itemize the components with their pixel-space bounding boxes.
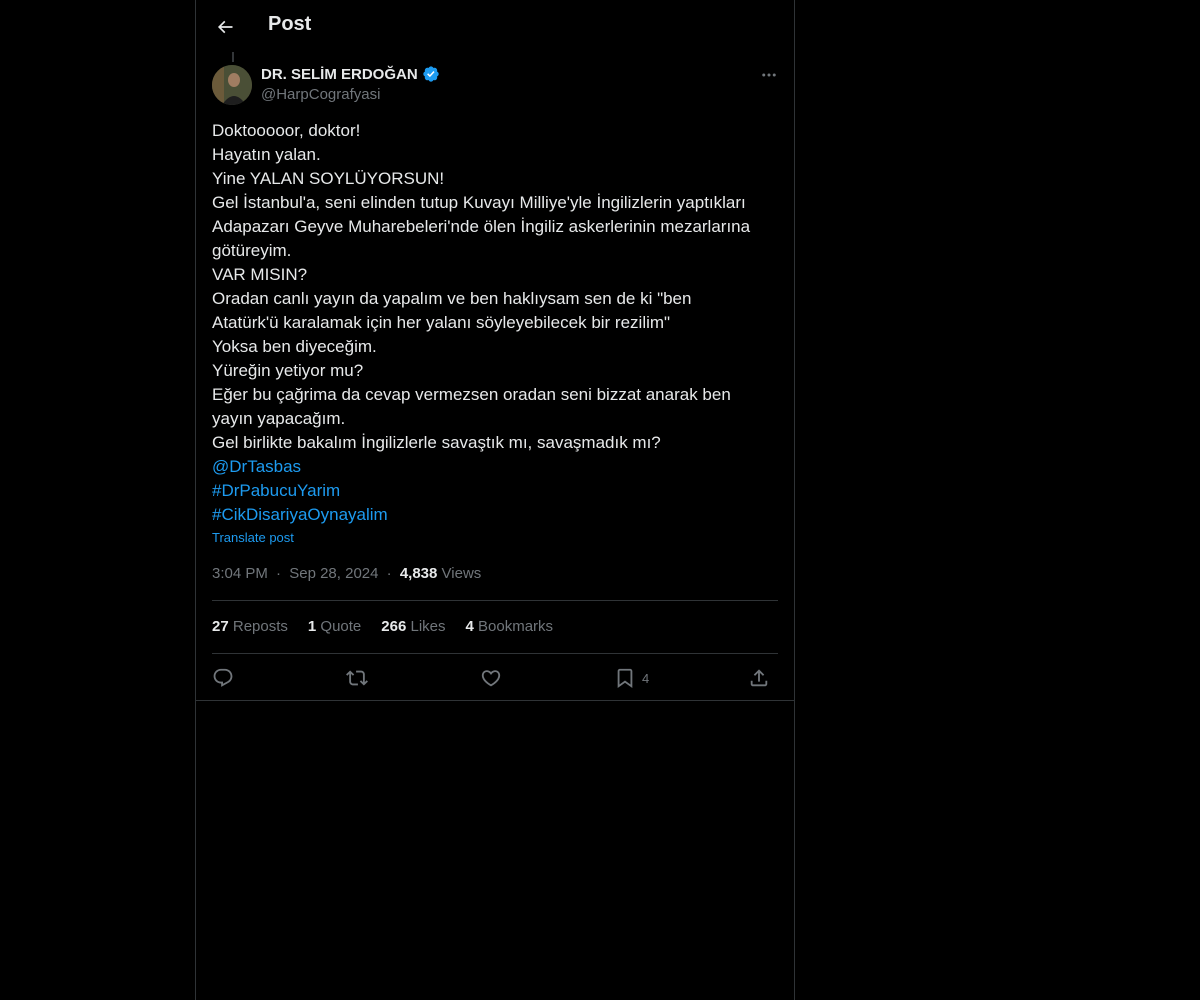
quotes-label: Quote: [320, 618, 362, 635]
reposts-label: Reposts: [232, 618, 288, 635]
divider: [212, 653, 778, 654]
bookmarks-count: 4: [465, 618, 474, 635]
more-options-button[interactable]: [756, 64, 782, 86]
author-name[interactable]: [261, 65, 440, 83]
bookmark-icon: [614, 667, 636, 689]
more-horizontal-icon: [760, 66, 778, 84]
share-button[interactable]: [748, 664, 770, 692]
bookmark-count: 4: [642, 670, 650, 686]
action-bar: [212, 664, 778, 692]
quotes-count: 1: [307, 618, 317, 635]
like-button[interactable]: [480, 664, 502, 692]
post-line: Eğer bu çağrima da cevap vermezsen oradan seni bizzat anarak ben: [212, 385, 731, 404]
meta-separator: ·: [386, 565, 392, 582]
post-line: Adapazarı Geyve Muharebeleri'nde ölen İngiliz askerlerinin mezarlarına: [212, 217, 751, 236]
repost-button[interactable]: [346, 664, 368, 692]
post-line: Hayatın yalan.: [212, 145, 321, 164]
views-count: 4,838: [399, 565, 438, 582]
hashtag-link[interactable]: #DrPabucuYarim: [212, 481, 341, 500]
verified-badge-icon: [422, 65, 440, 83]
likes-stat[interactable]: [381, 618, 445, 635]
page-title: Post: [268, 13, 312, 35]
likes-label: Likes: [410, 618, 446, 635]
hashtag-link[interactable]: #CikDisariyaOynayalim: [212, 505, 388, 524]
repost-icon: [346, 667, 368, 689]
post-line: Yine YALAN SOYLÜYORSUN!: [212, 169, 445, 188]
post-stats: [212, 618, 553, 635]
reposts-stat[interactable]: [212, 618, 288, 635]
post-time[interactable]: 3:04 PM: [212, 565, 268, 582]
post-line: Oradan canlı yayın da yapalım ve ben haklıysam sen de ki "ben: [212, 289, 692, 308]
post-line: Yoksa ben diyeceğim.: [212, 337, 377, 356]
author-handle[interactable]: @HarpCografyasi: [261, 86, 381, 103]
post-line: götüreyim.: [212, 241, 292, 260]
post-line: Doktooooor, doktor!: [212, 121, 361, 140]
back-button[interactable]: [208, 10, 242, 44]
post-text: [212, 119, 782, 527]
quotes-stat[interactable]: [308, 618, 361, 635]
post-line: Atatürk'ü karalamak için her yalanı söyleyebilecek bir rezilim": [212, 313, 671, 332]
thread-connector: [232, 52, 234, 62]
post-line: Yüreğin yetiyor mu?: [212, 361, 364, 380]
share-icon: [748, 667, 770, 689]
reply-button[interactable]: [212, 664, 234, 692]
post-line: Gel birlikte bakalım İngilizlerle savaştık mı, savaşmadık mı?: [212, 433, 661, 452]
divider: [212, 600, 778, 601]
arrow-left-icon: [215, 17, 235, 37]
post-line: Gel İstanbul'a, seni elinden tutup Kuvayı Milliye'yle İngilizlerin yaptıkları: [212, 193, 746, 212]
post-line: yayın yapacağım.: [212, 409, 346, 428]
author-name-text: DR. SELİM ERDOĞAN: [261, 65, 418, 83]
bookmarks-stat[interactable]: [466, 618, 554, 635]
mention-link[interactable]: @DrTasbas: [212, 457, 302, 476]
post-column: [195, 0, 795, 1000]
heart-icon: [480, 667, 502, 689]
post-metadata: [212, 565, 481, 582]
divider: [196, 700, 794, 701]
translate-post-link[interactable]: Translate post: [212, 530, 294, 545]
bookmark-button[interactable]: [614, 664, 649, 692]
meta-separator: ·: [276, 565, 282, 582]
post-line: VAR MISIN?: [212, 265, 308, 284]
reposts-count: 27: [212, 618, 229, 635]
avatar[interactable]: [212, 65, 252, 105]
page-header: [196, 0, 794, 54]
post-date[interactable]: Sep 28, 2024: [289, 565, 379, 582]
reply-icon: [212, 667, 234, 689]
bookmarks-label: Bookmarks: [478, 618, 554, 635]
views-label: Views: [441, 565, 482, 582]
likes-count: 266: [381, 618, 407, 635]
